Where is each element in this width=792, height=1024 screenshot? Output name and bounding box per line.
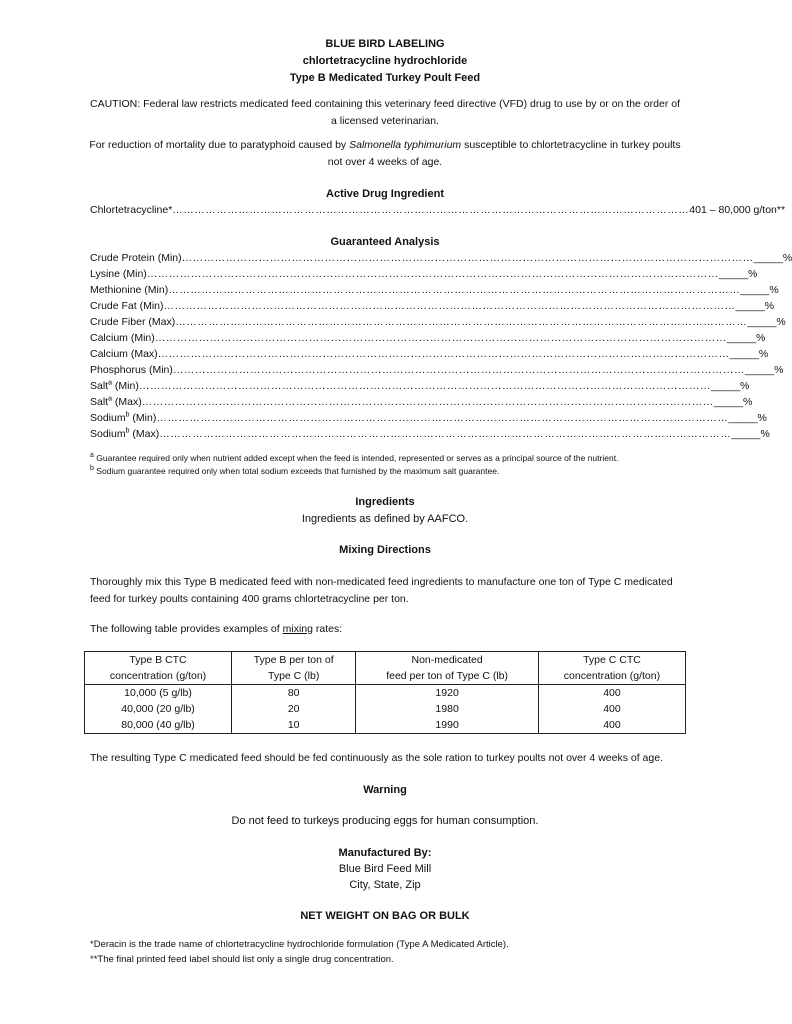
analysis-blank-value: _____% bbox=[718, 268, 758, 280]
analysis-label-text: Crude Protein (Min) bbox=[90, 252, 182, 264]
analysis-row bbox=[90, 330, 766, 346]
table-cell: 10,000 (5 g/lb) bbox=[85, 685, 232, 702]
mixing-heading: Mixing Directions bbox=[339, 544, 431, 556]
analysis-label-suffix: (Min) bbox=[112, 380, 139, 392]
analysis-blank-value: _____% bbox=[726, 332, 766, 344]
analysis-label-text: Lysine (Min) bbox=[90, 268, 147, 280]
analysis-label bbox=[90, 266, 147, 282]
header-line: Type C (lb) bbox=[267, 670, 320, 682]
caution-statement: CAUTION: Federal law restricts medicated feed containing this veterinary feed directive (VFD) drug to use by or on the order of a licensed veterinarian. bbox=[89, 98, 680, 127]
analysis-row bbox=[90, 282, 779, 298]
analysis-label-text: Calcium (Max) bbox=[90, 348, 158, 360]
analysis-label-suffix: (Max) bbox=[129, 428, 160, 440]
guaranteed-analysis-heading: Guaranteed Analysis bbox=[330, 236, 440, 248]
analysis-label-text: Methionine (Min) bbox=[90, 284, 169, 296]
table-cell: 1980 bbox=[356, 701, 539, 717]
analysis-row bbox=[90, 410, 767, 426]
analysis-blank-value: _____% bbox=[747, 316, 786, 328]
table-header-row bbox=[85, 652, 686, 685]
table-header-cell bbox=[356, 652, 539, 685]
analysis-blank-value: _____% bbox=[713, 396, 753, 408]
leader-dots: ………………………………………………………………………………………………………………………………………… bbox=[138, 380, 711, 392]
analysis-blank-value: _____% bbox=[744, 364, 784, 376]
header-line: concentration (g/ton) bbox=[563, 670, 661, 682]
leader-dots: ………………………………………………………………………………………………………………………………………… bbox=[154, 332, 727, 344]
analysis-blank-value: _____% bbox=[728, 412, 767, 424]
table-cell: 400 bbox=[538, 717, 685, 734]
analysis-label bbox=[90, 298, 164, 314]
footnote-a bbox=[90, 452, 690, 465]
table-intro-text: The following table provides examples of bbox=[90, 623, 283, 635]
leader-dots: ………………………………………………………………………………………………………………………………………… bbox=[146, 268, 719, 280]
analysis-label bbox=[90, 426, 159, 442]
header-line: Type B CTC bbox=[129, 654, 187, 666]
active-drug-value: 401 – 80,000 g/ton** bbox=[689, 204, 786, 216]
footnote-b bbox=[90, 465, 690, 478]
table-row bbox=[85, 717, 686, 734]
table-row bbox=[85, 701, 686, 717]
analysis-row bbox=[90, 266, 758, 282]
leader-dots: ………………………………………………………………………………………………………………………………………… bbox=[159, 428, 732, 440]
leader-dots: ………………………………………………………………………………………………………………………………………… bbox=[157, 348, 730, 360]
analysis-label-text: Crude Fiber (Max) bbox=[90, 316, 176, 328]
analysis-row bbox=[90, 346, 769, 362]
mixing-underlined: mixing bbox=[282, 623, 313, 635]
warning-text: Do not feed to turkeys producing eggs for human consumption. bbox=[231, 815, 539, 827]
analysis-label-text: Salt bbox=[90, 380, 109, 392]
indication-statement bbox=[88, 137, 682, 171]
mixing-directions: Thoroughly mix this Type B medicated feed with non-medicated feed ingredients to manufacture one ton of Type C medicated feed for turkey poults containing 400 grams chlortetracycline per ton. bbox=[90, 576, 673, 605]
header-line: Non-medicated bbox=[411, 654, 483, 666]
analysis-footnote-mark: a bbox=[108, 379, 112, 387]
drug-name: chlortetracycline hydrochloride bbox=[302, 55, 468, 67]
label-title: BLUE BIRD LABELING bbox=[325, 38, 445, 50]
table-cell: 400 bbox=[538, 701, 685, 717]
table-cell: 1920 bbox=[356, 685, 539, 702]
analysis-label bbox=[90, 378, 139, 394]
header-line: feed per ton of Type C (lb) bbox=[386, 670, 508, 682]
analysis-row bbox=[90, 426, 770, 442]
analysis-label-suffix: (Max) bbox=[112, 396, 142, 408]
indication-text: For reduction of mortality due to paratyphoid caused by bbox=[89, 139, 350, 151]
leader-dots: ………………………………………………………………………………………………………………………………………… bbox=[141, 396, 714, 408]
analysis-row bbox=[90, 314, 786, 330]
table-intro-end: rates: bbox=[312, 623, 343, 635]
feed-type: Type B Medicated Turkey Poult Feed bbox=[289, 72, 481, 84]
analysis-blank-value: _____% bbox=[740, 284, 779, 296]
analysis-footnote-mark: a bbox=[108, 395, 112, 403]
analysis-blank-value: _____% bbox=[731, 428, 770, 440]
analysis-row bbox=[90, 250, 792, 266]
table-cell: 40,000 (20 g/lb) bbox=[85, 701, 232, 717]
concentration-note: **The final printed feed label should list only a single drug concentration. bbox=[90, 954, 394, 965]
active-drug-heading: Active Drug Ingredient bbox=[326, 188, 444, 200]
table-header-cell bbox=[232, 652, 356, 685]
net-weight: NET WEIGHT ON BAG OR BULK bbox=[300, 910, 470, 922]
analysis-label bbox=[90, 330, 155, 346]
table-cell: 80,000 (40 g/lb) bbox=[85, 717, 232, 734]
analysis-label bbox=[90, 394, 142, 410]
leader-dots: ………………………………………………………………………………………………………………………………………… bbox=[181, 252, 754, 264]
analysis-label bbox=[90, 346, 158, 362]
indication-text-end: susceptible to chlortetracycline in turkey poults not over 4 weeks of age. bbox=[327, 139, 681, 168]
table-intro bbox=[90, 621, 684, 638]
organism-name: Salmonella typhimurium bbox=[349, 139, 462, 151]
analysis-blank-value: _____% bbox=[729, 348, 769, 360]
leader-dots: ………………………………………………………………………………………………………………………………………… bbox=[163, 300, 736, 312]
analysis-label-suffix: (Min) bbox=[129, 412, 157, 424]
ingredients-heading: Ingredients bbox=[355, 496, 415, 508]
analysis-blank-value: _____% bbox=[710, 380, 750, 392]
header-line: Type C CTC bbox=[583, 654, 641, 666]
mixing-rates-table bbox=[84, 651, 686, 734]
table-row bbox=[85, 685, 686, 702]
table-header-cell bbox=[85, 652, 232, 685]
table-header-cell bbox=[538, 652, 685, 685]
analysis-label bbox=[90, 282, 168, 298]
table-cell: 80 bbox=[232, 685, 356, 702]
analysis-row bbox=[90, 378, 750, 394]
table-cell: 20 bbox=[232, 701, 356, 717]
footnote-b-text: Sodium guarantee required only when total sodium exceeds that furnished by the maximum salt guarantee. bbox=[96, 466, 500, 476]
leader-dots: ………………………………………………………………………………………………………………………………………… bbox=[168, 284, 741, 296]
analysis-label bbox=[90, 314, 175, 330]
analysis-blank-value: _____% bbox=[753, 252, 792, 264]
leader-dots: ………………………………………………………………………………………………………………………………………… bbox=[175, 316, 748, 328]
table-cell: 10 bbox=[232, 717, 356, 734]
footnote-a-text: Guarantee required only when nutrient added except when the feed is intended, represented or serves as a principal source of the nutrient. bbox=[96, 453, 619, 463]
header-line: concentration (g/ton) bbox=[109, 670, 207, 682]
analysis-label-text: Crude Fat (Min) bbox=[90, 300, 164, 312]
analysis-row bbox=[90, 362, 784, 378]
analysis-label-text: Calcium (Min) bbox=[90, 332, 155, 344]
analysis-row bbox=[90, 298, 775, 314]
analysis-label-text: Sodium bbox=[90, 412, 126, 424]
trade-name-note: *Deracin is the trade name of chlortetracycline hydrochloride formulation (Type A Medicated Article). bbox=[90, 939, 509, 950]
analysis-label bbox=[90, 362, 173, 378]
analysis-label-text: Salt bbox=[90, 396, 109, 408]
manufacturer-name: Blue Bird Feed Mill bbox=[338, 863, 432, 875]
footnote-a-mark: a bbox=[90, 452, 94, 460]
table-cell: 400 bbox=[538, 685, 685, 702]
leader-dots: …………………………………………………………………………………………………………………………… bbox=[172, 204, 690, 216]
active-drug-name: Chlortetracycline* bbox=[90, 204, 173, 216]
manufacturer-address: City, State, Zip bbox=[349, 879, 421, 891]
analysis-label-text: Sodium bbox=[90, 428, 126, 440]
analysis-label bbox=[90, 250, 182, 266]
analysis-footnote-mark: b bbox=[125, 427, 130, 435]
analysis-row bbox=[90, 394, 753, 410]
header-line: Type B per ton of bbox=[253, 654, 334, 666]
analysis-label bbox=[90, 410, 156, 426]
analysis-footnote-mark: b bbox=[125, 411, 130, 419]
warning-heading: Warning bbox=[363, 784, 407, 796]
leader-dots: ………………………………………………………………………………………………………………………………………… bbox=[172, 364, 745, 376]
active-drug-row bbox=[90, 202, 786, 218]
feeding-directions: The resulting Type C medicated feed should be fed continuously as the sole ration to turkey poults not over 4 weeks of age. bbox=[90, 752, 663, 764]
manufacturer-heading: Manufactured By: bbox=[338, 847, 432, 859]
analysis-blank-value: _____% bbox=[735, 300, 775, 312]
table-cell: 1990 bbox=[356, 717, 539, 734]
leader-dots: ………………………………………………………………………………………………………………………………………… bbox=[156, 412, 729, 424]
analysis-label-text: Phosphorus (Min) bbox=[90, 364, 173, 376]
footnote-b-mark: b bbox=[90, 465, 94, 473]
ingredients-text: Ingredients as defined by AAFCO. bbox=[301, 513, 469, 525]
